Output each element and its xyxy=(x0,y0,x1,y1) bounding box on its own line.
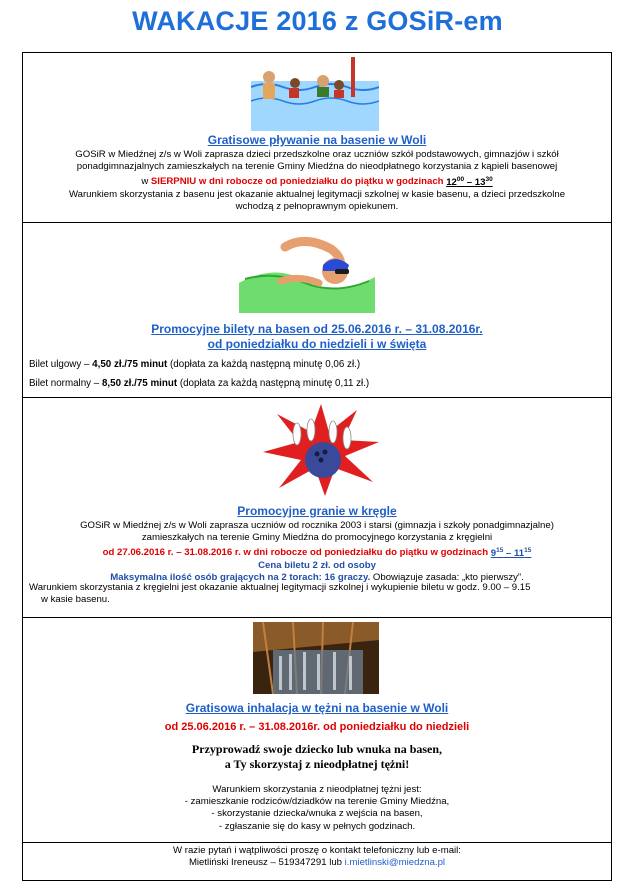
section4-condition-2: - skorzystanie dziecka/wnuka z wejścia na basen, xyxy=(211,808,423,820)
section4-condition-intro: Warunkiem skorzystania z nieodpłatnej tężni jest: xyxy=(212,784,422,795)
graduation-tower-photo xyxy=(253,622,379,694)
footer-line1: W razie pytań i wątpliwości proszę o kontakt telefoniczny lub e-mail: xyxy=(173,845,461,856)
section3-price: Cena biletu 2 zł. od osoby xyxy=(258,559,376,571)
section3-line1: GOSiR w Miedźnej z/s w Woli zaprasza uczniów od rocznika 2003 i starsi (gimnazja i szkoły ponadgimnazjalne) xyxy=(80,520,554,531)
section1-line1: GOSiR w Miedźnej z/s w Woli zaprasza dzieci przedszkolne oraz uczniów szkół podstawowych, gimnazjów i szkół xyxy=(75,149,559,160)
section3-line2: zamieszkałych na terenie Gminy Miedźna do promocyjnego korzystania z kręgielni xyxy=(141,532,493,544)
section1-line2: ponadgimnazjalnych zamieszkałych na terenie Gminy Miedźna do nieodpłatnego korzystania z kąpieli basenowej xyxy=(76,161,558,173)
section1-text xyxy=(27,149,607,213)
section3-line3: od 27.06.2016 r. – 31.08.2016 r. w dni robocze od poniedziałku do piątku w godzinach $9^{15} - 11^{15}$ xyxy=(102,546,532,559)
section3-line7: w kasie basenu. xyxy=(41,594,110,606)
section-promo-tickets xyxy=(23,223,611,398)
section4-heading[interactable]: Gratisowa inhalacja w tężni na basenie w Woli xyxy=(185,701,449,715)
section4-conditions xyxy=(23,784,611,833)
section3-max: Maksymalna ilość osób grających na 2 torach: 16 graczy. Obowiązuje zasada: „kto pierwszy”. xyxy=(110,572,524,583)
section4-condition-1: - zamieszkanie rodziców/dziadków na terenie Gminy Miedźna, xyxy=(184,796,450,808)
section4-slogan-line1: Przyprowadź swoje dziecko lub wnuka na basen, xyxy=(191,742,443,756)
ticket-reduced: Bilet ulgowy – 4,50 zł./75 minut (dopłata za każdą następną minutę 0,06 zł.) xyxy=(29,359,361,370)
content-frame xyxy=(22,52,612,881)
section2-heading[interactable] xyxy=(23,322,611,352)
section2-heading-line1[interactable]: Promocyjne bilety na basen od 25.06.2016 r. – 31.08.2016r. xyxy=(151,322,483,336)
section3-condition xyxy=(29,582,609,606)
section1-line5: wchodzą z pełnoprawnym opiekunem. xyxy=(235,201,399,212)
section4-condition-3: - zgłaszanie się do kasy w pełnych godzinach. xyxy=(218,820,416,832)
email-link[interactable]: i.mietlinski@miedzna.pl xyxy=(344,857,446,869)
swimmer-illustration xyxy=(235,229,379,313)
footer-line2: Mietliński Ireneusz – 519347291 lub i.mietlinski@miedzna.pl xyxy=(188,857,446,869)
section3-text xyxy=(27,520,607,584)
section3-line6: Warunkiem skorzystania z kręgielni jest okazanie aktualnej legitymacji szkolnej i wykupienie biletu w godz. 9.00 – 9.15 xyxy=(29,582,531,593)
section-free-swimming xyxy=(23,53,611,223)
section-inhalation xyxy=(23,618,611,843)
bowling-illustration xyxy=(261,402,381,498)
page-title: WAKACJE 2016 z GOSiR-em xyxy=(132,6,503,36)
section2-heading-line2[interactable]: od poniedziałku do niedzieli i w święta xyxy=(207,337,427,351)
section4-slogan-line2: a Ty skorzystaj z nieodpłatnej tężni! xyxy=(224,757,410,771)
footer-contact xyxy=(23,845,611,869)
ticket-normal: Bilet normalny – 8,50 zł./75 minut (dopłata za każdą następną minutę 0,11 zł.) xyxy=(29,378,370,389)
section1-line4: Warunkiem skorzystania z basenu jest okazanie aktualnej legitymacji szkolnej w kasie basenu, a dzieci przedszkolne xyxy=(68,188,566,200)
section4-dates: od 25.06.2016 r. – 31.08.2016r. od poniedziałku do niedzieli xyxy=(164,721,470,733)
section4-slogan xyxy=(23,742,611,772)
section1-line3: w SIERPNIU w dni robocze od poniedziałku do piątku w godzinach $12^{00} - 13^{30}$ xyxy=(141,175,493,188)
swimmers-illustration xyxy=(251,57,379,131)
section-bowling xyxy=(23,398,611,618)
section3-heading[interactable]: Promocyjne granie w kręgle xyxy=(237,504,397,518)
section1-heading[interactable]: Gratisowe pływanie na basenie w Woli xyxy=(207,133,427,147)
